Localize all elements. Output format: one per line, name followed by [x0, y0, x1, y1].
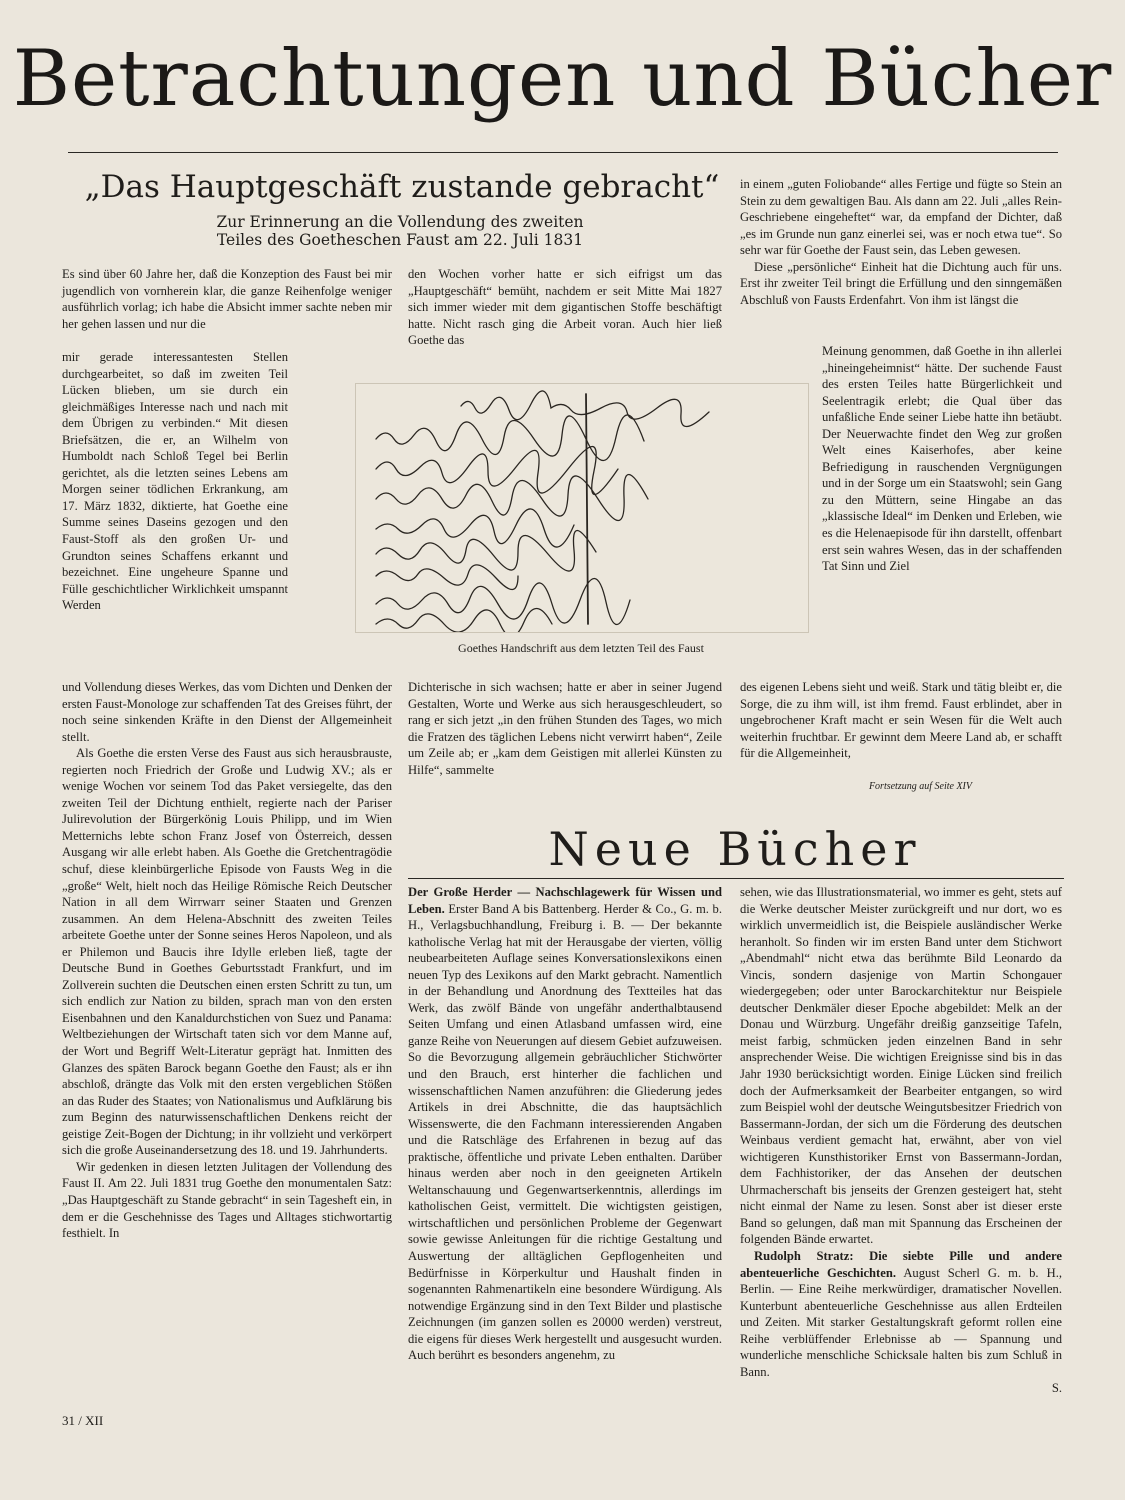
article-col1-narrow — [62, 349, 288, 614]
article-subtitle — [150, 213, 650, 250]
article-col2-top-text: den Wochen vorher hatte er sich eifrigst um das „Hauptgeschäft“ bemüht, nachdem er seit Mitte Mai 1827 sich immer wieder mit dem gigantischen Stoffe beschäftigt hatte. Nicht rasch ging die Arbeit voran. Auch hier ließ Goethe das — [408, 267, 722, 348]
books-col1 — [408, 884, 722, 1364]
article-col2-top — [408, 266, 722, 349]
article-col3-bottom — [740, 679, 1062, 762]
article-col1-bottom — [62, 679, 392, 1242]
article-col3-top-p2: Diese „persönliche“ Einheit hat die Dichtung auch für uns. Erst ihr zweiter Teil bringt die Erfüllung und den sinngemäßen Abschluß von Fausts Erdenfahrt. Von ihm ist längst die — [740, 259, 1062, 307]
review1-title: Der Große Herder — Nachschlagewerk für Wissen und Leben. — [408, 885, 722, 916]
article-col1-bottom-p1: und Vollendung dieses Werkes, das vom Dichten und Denken der ersten Faust-Monologe zur schaffenden Tat des Greises führt, der noch seine sinkenden Kräfte in den Dienst der Allgemeinheit stellt. — [62, 680, 392, 744]
article-col1-bottom-p3: Wir gedenken in diesen letzten Julitagen der Vollendung des Faust II. Am 22. Juli 1831 trug Goethe den monumentalen Satz: „Das Hauptgeschäft zu Stande gebracht“ in sein Tagesheft ein, in dem er die Geschehnisse des Tages und Alltages stichwortartig festhielt. In — [62, 1159, 392, 1241]
review2 — [740, 1248, 1062, 1380]
review-signature: S. — [1051, 1381, 1062, 1396]
books-rule — [408, 878, 1064, 879]
article-col3-top-p1: in einem „guten Foliobande“ alles Fertige und fügte so Stein an Stein zu dem gewaltigen Bau. Als dann am 22. Juli „alles Rein-Geschriebene eingeheftet“ war, da empfand der Dichter, daß „es im Grunde nun ganz einerlei sei, was er noch etwa tue“. So sehr war für Goethe der Faust sein, das Leben gewesen. — [740, 177, 1062, 258]
image-caption: Goethes Handschrift aus dem letzten Teil des Faust — [458, 641, 704, 655]
masthead-title: Betrachtungen und Bücher — [12, 34, 1113, 124]
review1-continued: sehen, wie das Illustrationsmaterial, wo immer es geht, stets auf die Werke deutscher Meister zurückgreift und nur dort, wo es wirklich unvermeidlich ist, die Beispiele ausländischer Werke heranholt. So finden wir im ersten Band unter dem Stichwort „Abendmahl“ nicht etwa das berühmte Bild Leonardo da Vincis, sondern dasjenige von Martin Schongauer wiedergegeben; oder unter Barockarchitektur nur Beispiele deutscher Denkmäler dieser Epoche abgebildet: Melk an der Donau und Würzburg. Ungefähr dreißig ganzseitige Tafeln, meist farbig, schmücken jeden einzelnen Band in sehr ansprechender Weise. Die wichtigen Ereignisse sind bis in das Jahr 1930 berücksichtigt worden. Einige Lücken sind freilich doch der Aufmerksamkeit der Bearbeiter entgangen, so wird zum Beispiel wohl der deutsche Weingutsbesitzer Friedrich von Bassermann-Jordan, der sich um die Förderung des deutschen Weinbaus verdient gemacht hat, erwähnt, aber von viel wichtigeren Kunsthistoriker Ernst von Bassermann-Jordan, dem Fachhistoriker, der das Ansehen der deutschen Uhrmacherschaft bis jenseits der Grenzen gesteigert hat, steht nicht einmal der Name zu lesen. Sonst aber ist dieser erste Band so gelungen, daß man mit Spannung das Erscheinen der folgenden Bände erwartet. — [740, 885, 1062, 1247]
books-heading: Neue Bücher — [548, 822, 922, 876]
article-col2-bottom — [408, 679, 722, 778]
article-col3-top — [740, 176, 1062, 308]
handwriting-scribble-icon — [356, 384, 808, 632]
review2-title: Rudolph Stratz: Die siebte Pille und andere abenteuerliche Geschichten. — [740, 1249, 1062, 1280]
subtitle-line-1: Zur Erinnerung an die Vollendung des zweiten — [216, 213, 584, 231]
review1 — [408, 884, 722, 1364]
page-folio: 31 / XII — [62, 1413, 104, 1428]
books-col2 — [740, 884, 1062, 1397]
article-col1-bottom-p2: Als Goethe die ersten Verse des Faust aus sich herausbrauste, regierten noch Friedrich der Große und Ludwig XV.; als er wenige Wochen vor seinem Tod das Paket versiegelte, das den zweiten Teil der Dichtung enthielt, regierte nach der Pariser Julirevolution der Bürgerkönig Louis Philipp, und im Wien Metternichs lebte schon Franz Josef von Österreich, dessen Ausgang wir alle erlebt haben. Als Goethe die Gretchentragödie schuf, diese kleinbürgerliche Episode von Fausts Weg in die „große“ Welt, hielt noch das Heilige Römische Reich Deutscher Nation in all dem Wirrwarr seiner Staaten und Grenzen zusammen. An dem Helena-Abschnitt des zweiten Teiles arbeitete Goethe unter der Sonne seines Heros Napoleon, und als er Philemon und Baucis ihre Idylle erleben ließ, tagte der Deutsche Bund in Goethes Geburtsstadt Frankfurt, und im Zollverein suchten die Deutschen einen ersten Schritt zu tun, um sich endlich zur Nation zu bilden, sprach man von den ersten Eisenbahnen und den Kanaldurchstichen von Suez und Panama: Weltbeziehungen der Wirtschaft taten sich vor dem Manne auf, der Wort und Begriff Welt-Literatur geprägt hat. Inmitten des Glanzes des späten Barock begann Goethe den Faust; als er ihn abschloß, drängte das Volk mit den ersten vergeblichen Stößen an das Ruder des Staates; von Nationalismus und Aufklärung bis zum Beginn des naturwissenschaftlichen Denkens reicht der geistige Zeit-Bogen der Dichtung; in ihr vollzieht und verkörpert sich die große Auseinandersetzung des 18. und 19. Jahrhunderts. — [62, 746, 392, 1158]
review1-text-a: Erster Band A bis Battenberg. Herder & Co., G. m. b. H., Verlagsbuchhandlung, Freiburg i. B. — Der bekannte katholische Verlag hat mit der Herausgabe der vierten, völlig neubearbeiteten Auflage seines Konversationslexikons einen neuen Typ des Lexikons auf den Markt gebracht. Namentlich in der Behandlung und Anordnung des Textteiles hat das Werk, das zwölf Bände von ungefähr anderthalbtausend Seiten Umfang und einen Atlasband umfassen wird, eine ganze Reihe von Neuerungen auf diesem Gebiet aufzuweisen. So die Bevorzugung allgemein gebräuchlicher Stichwörter und den Brauch, erst hinterher die fachlichen und wissenschaftlichen Namen anzuführen: die Gliederung jedes Artikels in drei Abschnitte, die das hauptsächlich Wissenswerte, die den Fachmann interessierenden Angaben und die Ratschläge des Erfahrenen in bezug auf das praktische, öffentliche und private Leben enthalten. Darüber hinaus werden aber noch in den geeigneten Artikeln Weltanschauung und Gegenwartserkenntnis, allerdings im katholischen Geist, vermittelt. Die wichtigsten geistigen, wirtschaftlichen und persönlichen Probleme der Gegenwart sowie gewisse Anleitungen für die richtige Gestaltung und Auswertung der alltäglichen Gepflogenheiten und Bedürfnisse in Körperkultur und Haushalt finden in sogenannten Rahmenartikeln eine besondere Würdigung. Als notwendige Ergänzung sind in den Text Bilder und plastische Zeichnungen (im ganzen sollen es 20000 werden) verstreut, die eigens für dieses Werk hergestellt und ausgesucht wurden. Auch berührt es besonders angenehm, zu — [408, 901, 722, 1363]
review2-text: August Scherl G. m. b. H., Berlin. — Eine Reihe merkwürdiger, dramatischer Novellen. Kunterbunt abenteuerliche Geschehnisse aus allen Erdteilen und Zeiten. Mit starker Gestaltungskraft geformt rollen eine Reihe verblüffender Erlebnisse ab — Spannung und wunderliche menschliche Schicksale halten bis zum Schluß in Bann. — [740, 1265, 1062, 1379]
masthead-rule — [68, 152, 1058, 153]
article-col1-top — [62, 266, 392, 332]
article-col2-bottom-text: Dichterische in sich wachsen; hatte er aber in seiner Jugend Gestalten, Worte und Werke aus sich herausgeschleudert, so rang er sich jetzt „in den frühen Stunden des Tages, wo mich die Fratzen des täglichen Lebens nicht verwirrt haben“, Zeile um Zeile ab; er „kam dem Geistigen mit allerlei Künsten zu Hilfe“, sammelte — [408, 680, 722, 777]
article-col1-narrow-text: mir gerade interessantesten Stellen durchgearbeitet, so daß im zweiten Teil Lücken blieben, um sie durch ein gleichmäßiges Interesse nach und nach mit dem Übrigen zu verbinden.“ Mit diesen Briefsätzen, die er, an Wilhelm von Humboldt nach Schloß Tegel bei Berlin gerichtet, als die letzten seines Lebens am Morgen seiner tödlichen Erkrankung, am 17. März 1832, diktierte, hat Goethe eine Summe seines Daseins gezogen und den Faust-Stoff als den großen Ur- und Grundton seines Schaffens erkannt und bezeichnet. Eine ungeheure Spanne und Fülle geschichtlicher Wirklichkeit umspannt Werden — [62, 350, 288, 613]
article-title: „Das Hauptgeschäft zustande gebracht“ — [84, 169, 720, 205]
article-opening-paragraph: Es sind über 60 Jahre her, daß die Konzeption des Faust bei mir jugendlich von vornherein klar, die ganze Reihenfolge weniger ausführlich vorlag; ich habe die Absicht immer sachte neben mir her gehen lassen und nur die — [62, 267, 392, 331]
article-col3-bottom-text: des eigenen Lebens sieht und weiß. Stark und tätig bleibt er, die Sorge, die zu ihm will, ist ihm fremd. Faust erblindet, aber in ungebrochener Kraft macht er sein Wesen für die Welt auch weiterhin fruchtbar. Er gewinnt dem Meere Land ab, er schafft für die Allgemeinheit, — [740, 680, 1062, 761]
article-col3-narrow — [822, 343, 1062, 575]
subtitle-line-2: Teiles des Goetheschen Faust am 22. Juli 1831 — [216, 231, 584, 250]
article-col3-narrow-text: Meinung genommen, daß Goethe in ihn allerlei „hineingeheimnist“ hätte. Der suchende Faust des ersten Teiles hatte Bürgerlichkeit und Seelentragik erlebt; die Qual über das unfaßliche Ende seiner Liebe hatte ihn betäubt. Der Neuerwachte findet den Weg zur großen Welt eines Kaiserhofes, aber keine Befriedigung in rauschenden Vergnügungen und in der Sorge um ein Staatswohl; sein Gang zu den Müttern, seine Hingabe an das „klassische Ideal“ im Denken und Erleben, wie es die Helenaepisode für ihn darstellt, offenbart erst sein wahres Wesen, das in der schaffenden Tat Sinn und Ziel — [822, 344, 1062, 574]
handwriting-image — [355, 383, 809, 633]
continued-note: Fortsetzung auf Seite XIV — [868, 781, 972, 792]
